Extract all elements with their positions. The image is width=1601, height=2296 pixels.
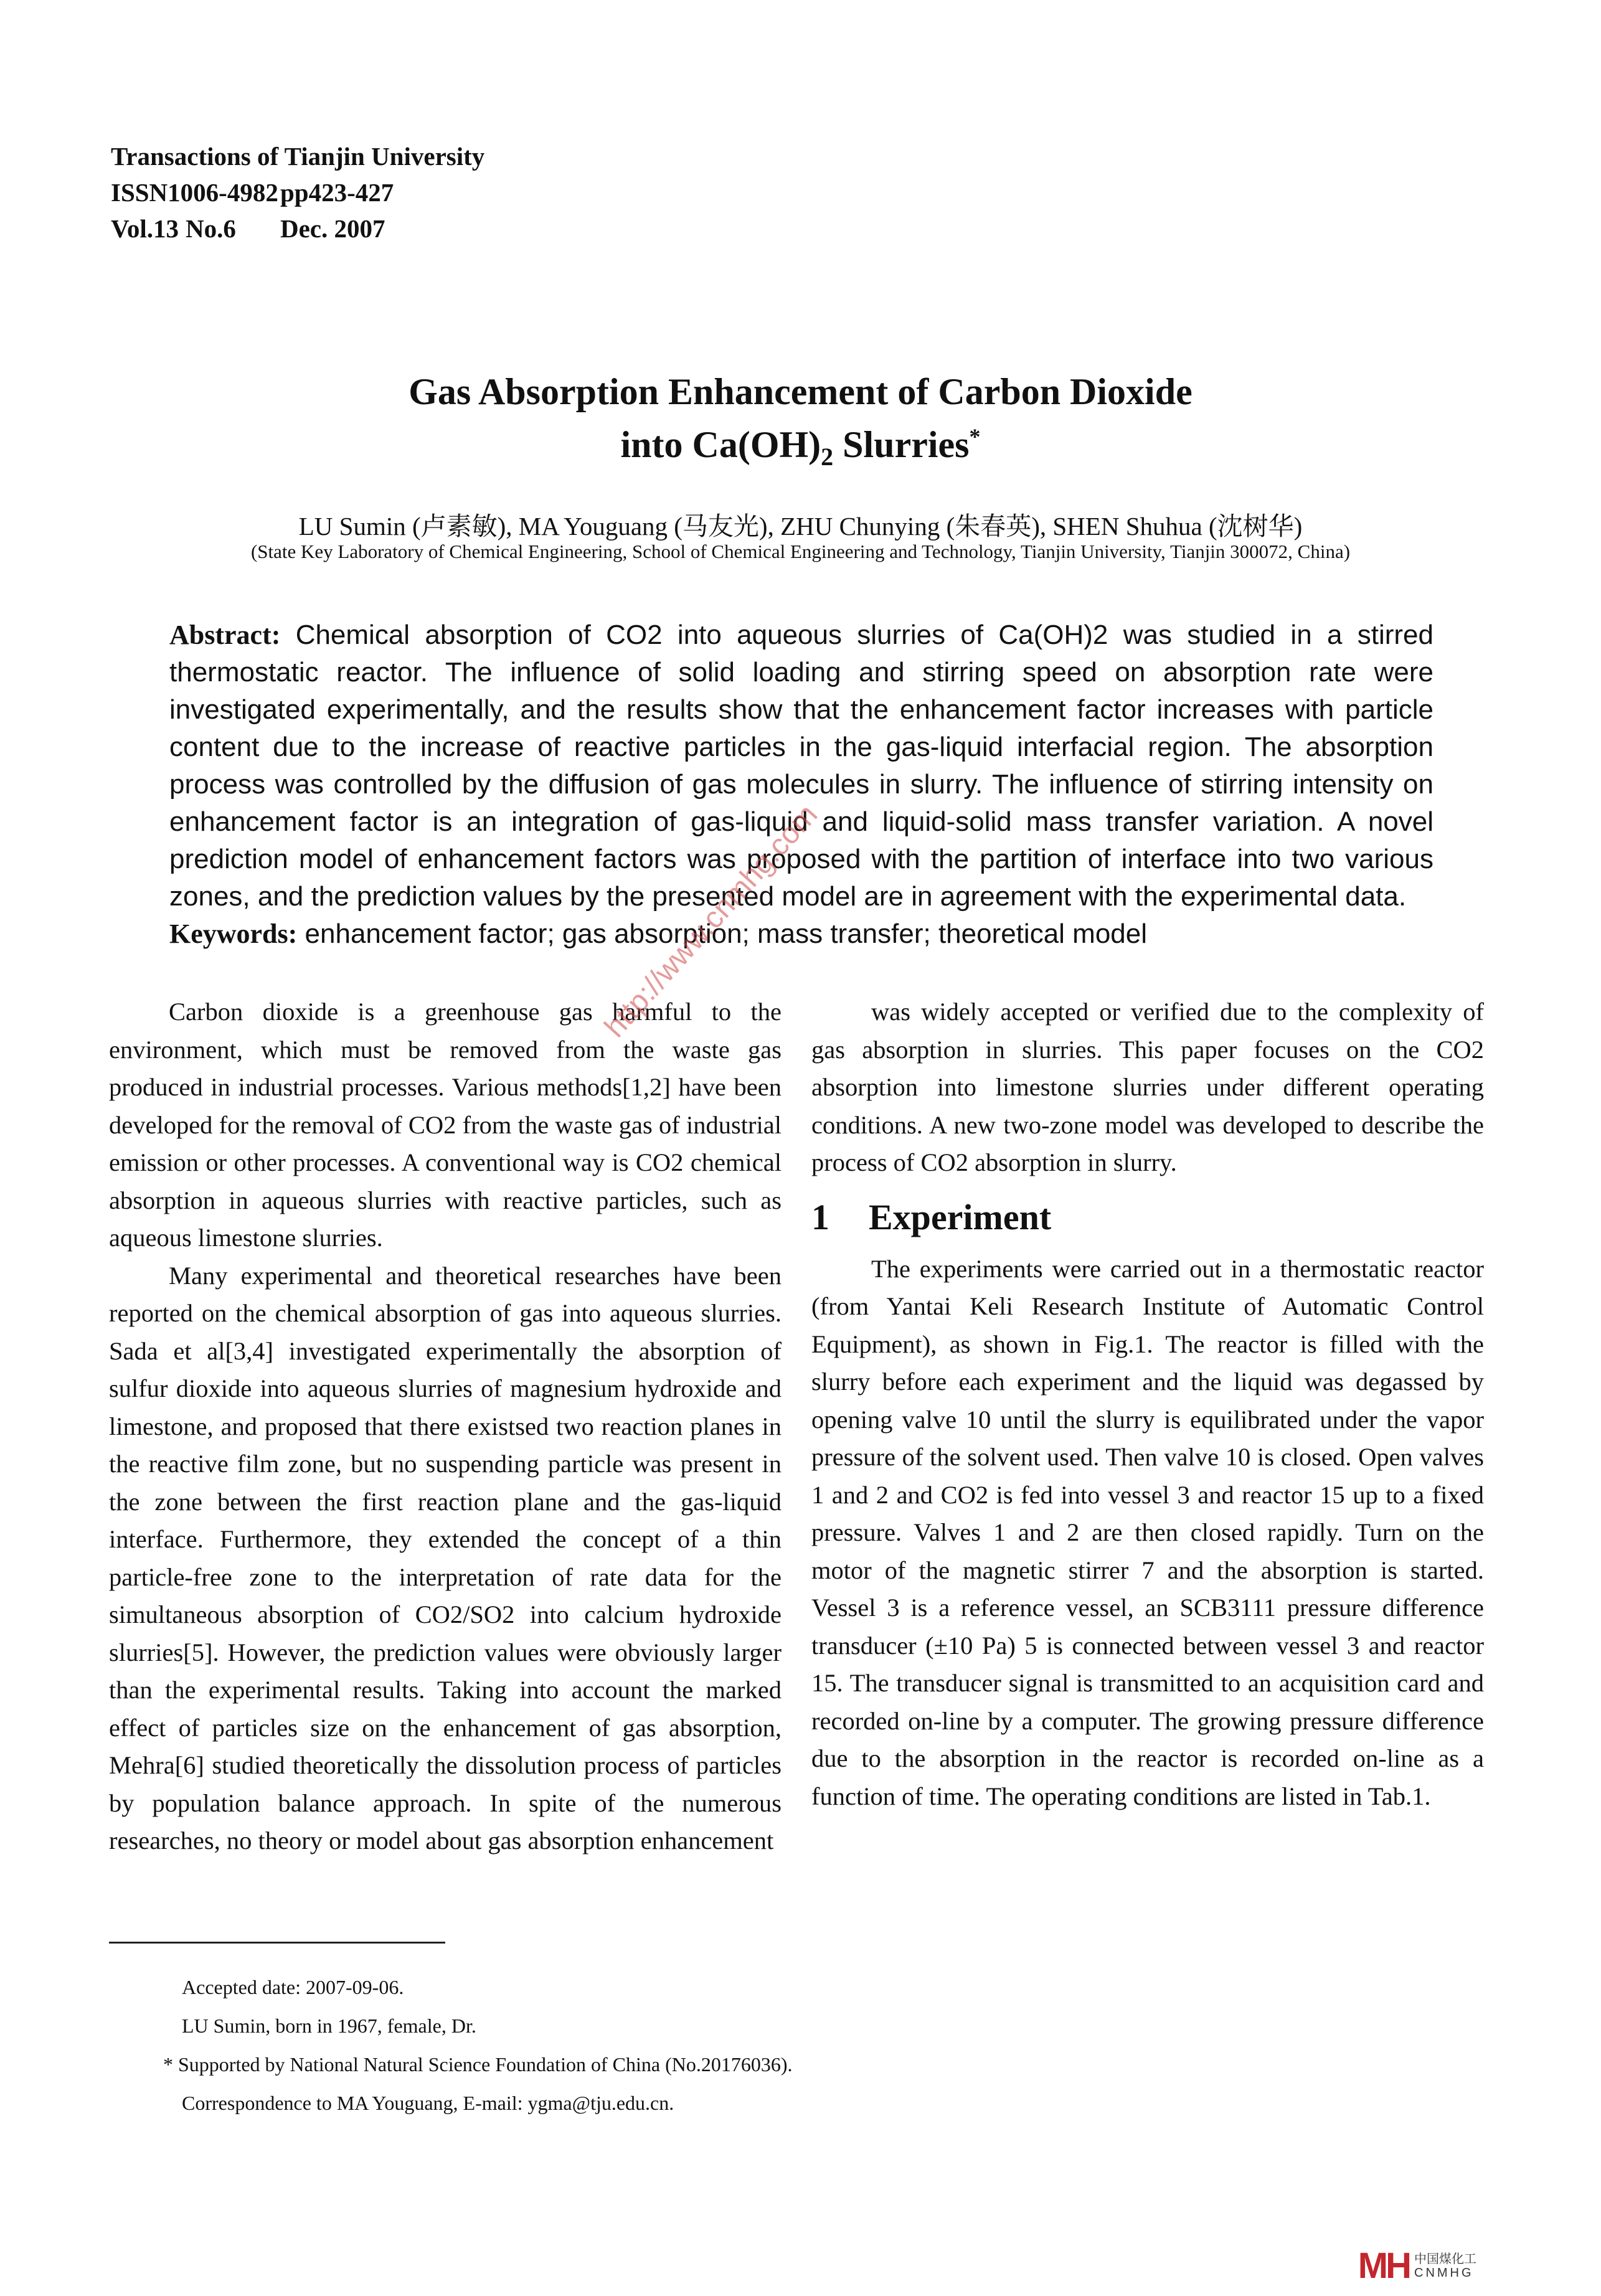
left-column: [109, 993, 782, 1860]
abstract-text: Chemical absorption of CO2 into aqueous slurries of Ca(OH)2 was studied in a stirred thermostatic reactor. The influence of solid loading and stirring speed on absorption rate were investigated experimentally, and the results show that the enhancement factor increases with particle content due to the increase of reactive particles in the gas-liquid interfacial region. The absorption process was controlled by the diffusion of gas molecules in slurry. The influence of stirring intensity on enhancement factor is an integration of gas-liquid and liquid-solid mass transfer variation. A novel prediction model of enhancement factors was proposed with the partition of interface into two various zones, and the prediction values by the presented model are in agreement with the experimental data.: [169, 620, 1433, 912]
keywords-label: Keywords:: [169, 919, 298, 949]
logo-text: [1414, 2252, 1476, 2280]
logo-en: CNMHG: [1414, 2265, 1474, 2280]
issn: ISSN1006-4982: [111, 178, 278, 207]
abstract-block: [169, 617, 1433, 953]
section-heading: [811, 1196, 1484, 1239]
title-chem-formula: into Ca(OH): [620, 424, 821, 465]
experiment-paragraph: The experiments were carried out in a thermostatic reactor (from Yantai Keli Research Institute of Automatic Control Equipment), as shown in Fig.1. The reactor is filled with the slurry before each experiment and the liquid was degassed by opening valve 10 until the slurry is equilibrated under the vapor pressure of the solvent used. Then valve 10 is closed. Open valves 1 and 2 and CO2 is fed into vessel 3 and reactor 15 up to a fixed pressure. Valves 1 and 2 are then closed rapidly. Turn on the motor of the magnetic stirrer 7 and the absorption is started. Vessel 3 is a reference vessel, an SCB3111 pressure difference transducer (±10 Pa) 5 is connected between vessel 3 and reactor 15. The transducer signal is transmitted to an acquisition card and recorded on-line by a computer. The growing pressure difference due to the absorption in the reactor is recorded on-line as a function of time. The operating conditions are listed in Tab.1.: [811, 1254, 1484, 1810]
issue-date: Dec. 2007: [280, 214, 385, 243]
footnotes: [163, 1968, 793, 2122]
footnote-support: [163, 2045, 793, 2084]
page-range: pp423-427: [280, 178, 394, 207]
issue-number: No.6: [186, 214, 236, 243]
intro-paragraph-2: Many experimental and theoretical researches have been reported on the chemical absorption of gas into aqueous slurries. Sada et al[3,4] investigated experimentally the absorption of sulfur dioxide into aqueous slurries of magnesium hydroxide and limestone, and proposed that there existsed two reaction planes in the reactive film zone, but no suspending particle was present in the zone between the first reaction plane and the gas-liquid interface. Furthermore, they extended the concept of a thin particle-free zone to the interpretation of rate data for the simultaneous absorption of CO2/SO2 into calcium hydroxide slurries[5]. However, the prediction values were obviously larger than the experimental results. Taking into account the marked effect of particles size on the enhancement of gas absorption, Mehra[6] studied theoretically the dissolution process of particles by population balance approach. In spite of the numerous researches, no theory or model about gas absorption enhancement: [109, 1261, 782, 1854]
footnote-accepted: Accepted date: 2007-09-06.: [182, 1976, 404, 1998]
right-column: [811, 993, 1484, 1815]
footnote-author: LU Sumin, born in 1967, female, Dr.: [182, 2015, 476, 2037]
section-number: 1: [811, 1196, 829, 1237]
footnote-divider: [109, 1942, 445, 1944]
title-subscript: 2: [821, 443, 834, 471]
journal-name: Transactions of Tianjin University: [111, 142, 485, 171]
intro-paragraph-3: was widely accepted or verified due to the complexity of gas absorption in slurries. This paper focuses on the CO2 absorption into limestone slurries under different operating conditions. A new two-zone model was developed to describe the process of CO2 absorption in slurry.: [811, 998, 1484, 1176]
journal-header: [111, 138, 484, 247]
logo-cn: 中国煤化工: [1414, 2252, 1476, 2266]
intro-paragraph-1: Carbon dioxide is a greenhouse gas harmful to the environment, which must be removed from the waste gas produced in industrial processes. Various methods[1,2] have been developed for the removal of CO2 from the waste gas of industrial emission or other processes. A conventional way is CO2 chemical absorption in aqueous slurries with reactive particles, such as aqueous limestone slurries.: [109, 998, 782, 1252]
keywords-paragraph: [169, 915, 1433, 953]
abstract-label: Abstract:: [169, 620, 281, 650]
footnote-star: *: [163, 2053, 173, 2076]
logo-mark: MH: [1358, 2246, 1409, 2286]
title-footnote-mark: *: [969, 424, 981, 449]
publisher-logo: [1358, 2245, 1476, 2287]
affiliation: (State Key Laboratory of Chemical Engineering, School of Chemical Engineering and Technology, Tianjin University, Tianjin 300072, China): [250, 541, 1351, 562]
author-list: LU Sumin (卢素敏), MA Youguang (马友光), ZHU Chunying (朱春英), SHEN Shuhua (沈树华): [298, 512, 1303, 541]
watermark: http://www.cnmhg.com: [598, 798, 824, 1044]
paper-title-line2: [0, 423, 1601, 471]
title-suffix: Slurries: [833, 424, 970, 465]
paper-title-line1: Gas Absorption Enhancement of Carbon Dioxide: [409, 371, 1192, 412]
footnote-correspondence: Correspondence to MA Youguang, E-mail: ygma@tju.edu.cn.: [182, 2092, 674, 2114]
footnote-support-text: Supported by National Natural Science Foundation of China (No.20176036).: [178, 2053, 793, 2076]
abstract-paragraph: [169, 617, 1433, 915]
section-title: Experiment: [869, 1196, 1052, 1237]
keywords-text: enhancement factor; gas absorption; mass transfer; theoretical model: [297, 919, 1148, 949]
volume: Vol.13: [111, 214, 179, 243]
